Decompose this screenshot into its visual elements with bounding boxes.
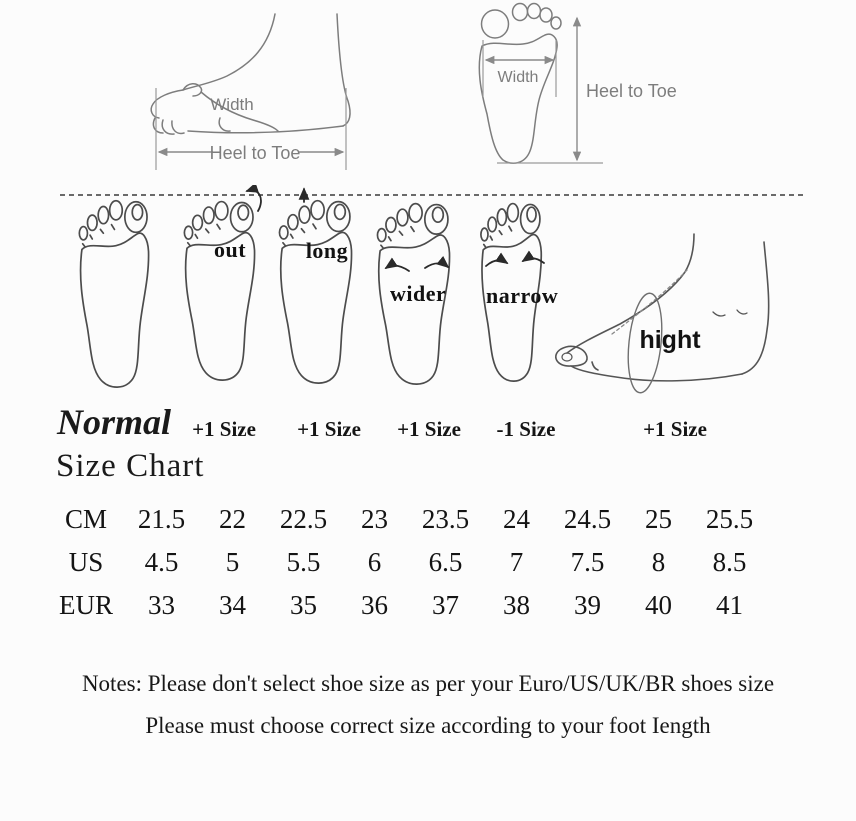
size-table — [46, 498, 768, 627]
top-foot-measure-icon — [440, 0, 840, 190]
size-cell: 7.5 — [570, 547, 605, 577]
size-cell: 25.5 — [705, 504, 754, 534]
table-row-eur — [46, 584, 768, 627]
size-cell: 41 — [716, 590, 743, 620]
long-footprint-icon — [279, 201, 351, 383]
size-cell: 33 — [148, 590, 175, 620]
size-cell: 22 — [219, 504, 246, 534]
row-label: CM — [64, 504, 108, 534]
size-cell: 22.5 — [279, 504, 328, 534]
advice-narrow: -1 Size — [496, 417, 556, 441]
normal-footprint-icon — [79, 201, 148, 387]
advice-long: +1 Size — [297, 417, 361, 441]
size-cell: 4.5 — [144, 547, 179, 577]
foot-shape-label-long: long — [305, 238, 349, 263]
size-cell: 24.5 — [563, 504, 612, 534]
size-cell: 21.5 — [137, 504, 186, 534]
size-cell: 39 — [574, 590, 601, 620]
size-cell: 5.5 — [286, 547, 321, 577]
side-length-label: Heel to Toe — [209, 143, 301, 163]
advice-normal: Normal — [56, 402, 171, 442]
top-length-label: Heel to Toe — [586, 81, 677, 101]
size-cell: 37 — [432, 590, 459, 620]
notes-line2: Please must choose correct size according to your foot Iength — [145, 713, 711, 738]
side-foot-measure-icon — [55, 0, 405, 185]
size-cell: 8.5 — [712, 547, 747, 577]
size-cell: 40 — [645, 590, 672, 620]
wider-right-arrow-icon — [425, 263, 448, 268]
advice-hight: +1 Size — [643, 417, 707, 441]
foot-shape-label-wider: wider — [390, 281, 447, 306]
size-cell: 8 — [651, 547, 666, 577]
size-cell: 34 — [219, 590, 246, 620]
girth-foot-icon — [556, 234, 769, 394]
row-label: EUR — [59, 590, 113, 620]
size-cell: 35 — [290, 590, 317, 620]
foot-shape-label-narrow: narrow — [486, 283, 559, 308]
size-chart-title: Size Chart — [56, 448, 205, 484]
size-cell: 25 — [645, 504, 672, 534]
size-cell: 6.5 — [428, 547, 463, 577]
size-cell: 36 — [361, 590, 388, 620]
size-cell: 23 — [361, 504, 388, 534]
advice-out: +1 Size — [192, 417, 256, 441]
wider-left-arrow-icon — [386, 266, 409, 271]
notes-line1: Notes: Please don't select shoe size as per your Euro/US/UK/BR shoes size — [81, 671, 775, 696]
table-row-us — [46, 541, 768, 584]
size-cell: 23.5 — [421, 504, 470, 534]
size-cell: 24 — [503, 504, 530, 534]
top-width-label: Width — [497, 69, 539, 86]
out-footprint-icon — [184, 202, 254, 381]
advice-wider: +1 Size — [397, 417, 461, 441]
size-cell: 38 — [503, 590, 530, 620]
size-cell: 5 — [225, 547, 240, 577]
row-label: US — [68, 547, 104, 577]
size-cell: 6 — [367, 547, 382, 577]
side-width-label: Width — [210, 95, 254, 114]
foot-shape-label-hight: hight — [639, 326, 701, 354]
narrow-left-arrow-icon — [486, 260, 507, 266]
size-cell: 7 — [509, 547, 524, 577]
table-row-cm — [46, 498, 768, 541]
foot-shape-label-out: out — [213, 237, 247, 262]
